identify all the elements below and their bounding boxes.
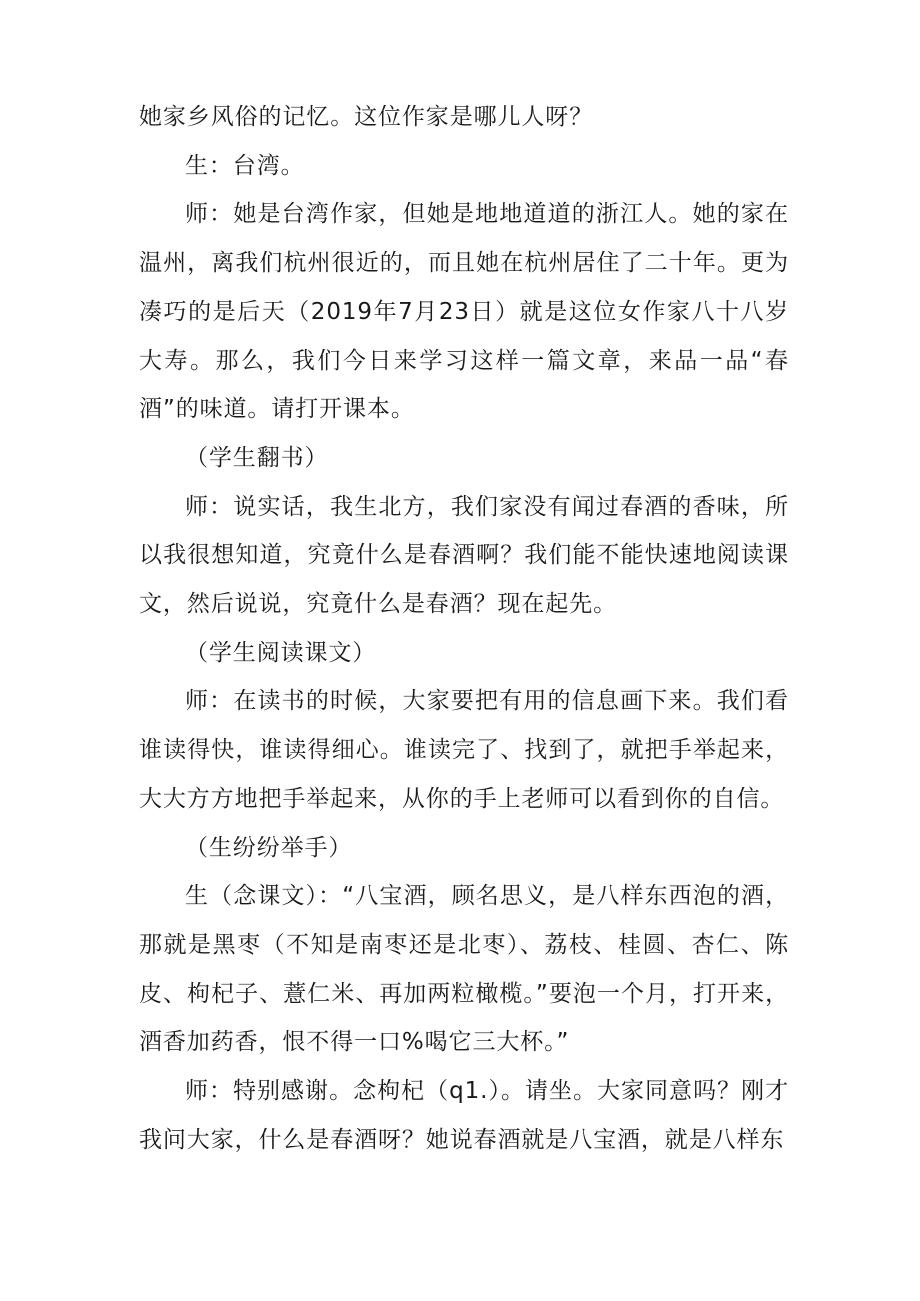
paragraph-teacher-question: 师：说实话，我生北方，我们家没有闻过春酒的香味，所以我很想知道，究竟什么是春酒啊？我们能不能快速地阅读课文，然后说说，究竟什么是春酒？现在起先。 (139, 493, 789, 618)
paragraph-student-reading: 生（念课文）：“八宝酒，顾名思义，是八样东西泡的酒，那就是黑枣（不知是南枣还是北枣）、荔枝、桂圆、杏仁、陈皮、枸杞子、薏仁米、再加两粒橄榄。”要泡一个月，打开来，酒香加药香，恨不得一口%喝它三大杯。” (139, 883, 789, 1056)
paragraph-teacher-response: 师：特别感谢。念枸杞（q1.）。请坐。大家同意吗？刚才我问大家，什么是春酒呀？她说春酒就是八宝酒，就是八样东 (139, 1078, 789, 1153)
paragraph-student-answer: 生：台湾。 (185, 152, 305, 179)
paragraph-teacher-instruction: 师：在读书的时候，大家要把有用的信息画下来。我们看谁读得快，谁读得细心。谁读完了、找到了，就把手举起来，大大方方地把手举起来，从你的手上老师可以看到你的自信。 (139, 688, 789, 812)
paragraph-stage-direction-hands: （生纷纷举手） (185, 834, 353, 861)
paragraph-teacher-intro: 师：她是台湾作家，但她是地地道道的浙江人。她的家在温州，离我们杭州很近的，而且她在杭州居住了二十年。更为凑巧的是后天（2019年7月23日）就是这位女作家八十八岁大寿。那么，我们今日来学习这样一篇文章，来品一品“春酒”的味道。请打开课本。 (139, 201, 789, 423)
paragraph-stage-direction-open-book: （学生翻书） (185, 444, 329, 471)
paragraph-continuation: 她家乡风俗的记忆。这位作家是哪儿人呀？ (139, 104, 594, 130)
document-body (139, 93, 789, 1164)
paragraph-stage-direction-reading: （学生阅读课文） (185, 639, 377, 666)
